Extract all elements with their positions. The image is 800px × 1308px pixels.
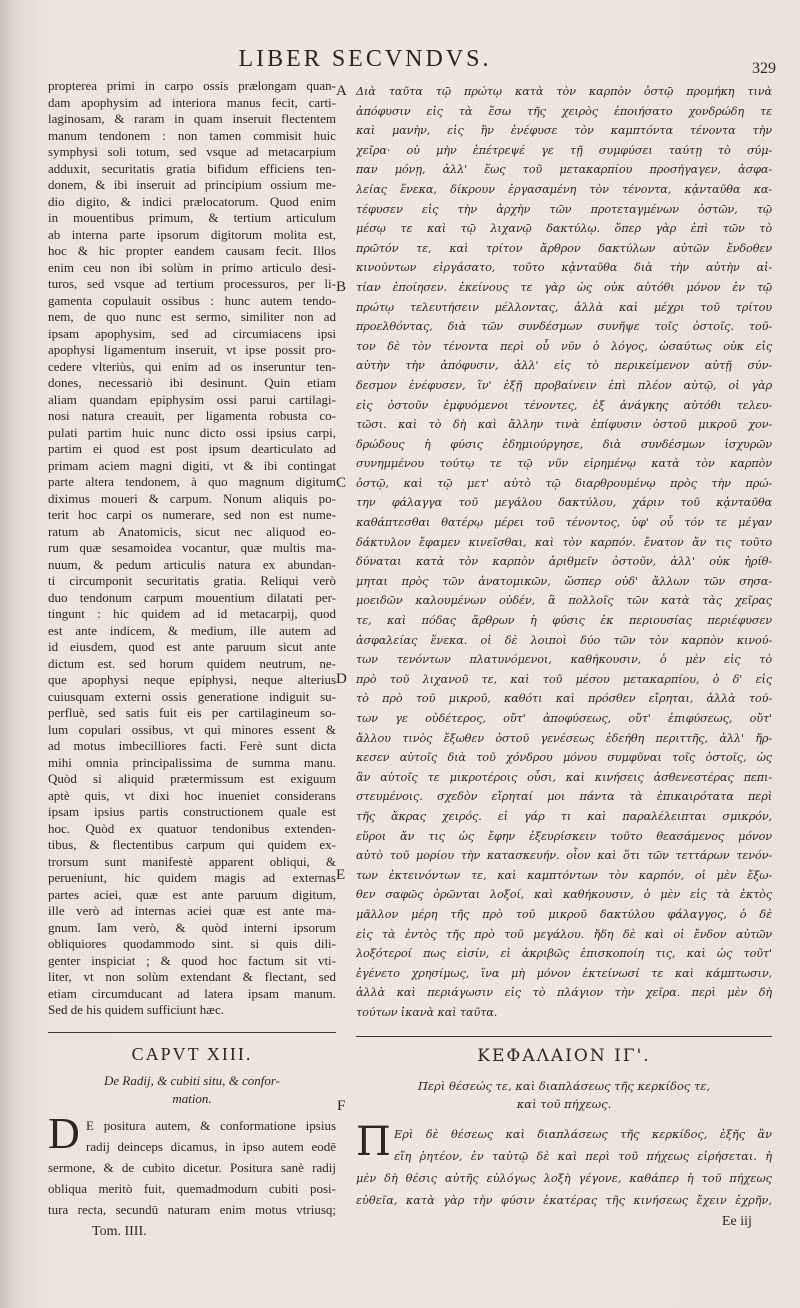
latin-column: [48, 78, 336, 1019]
latin-text-line: aptè quis, vt dixi hoc inueniet considerans: [48, 787, 336, 803]
margin-letter: C: [336, 474, 347, 491]
volume-signature: Tom. IIII.: [92, 1224, 147, 1239]
section-rule: [48, 1032, 336, 1033]
latin-text-line: genter inspiciat ; & quod hoc factum sit vti-: [48, 952, 336, 968]
greek-chapter-line: Ερὶ δὲ θέσεως καὶ διαπλάσεως τῆς κερκίδος, ἑξῆς ἂν: [394, 1128, 772, 1141]
greek-text-line: δάκτυλον ἔφαμεν κινεῖσθαι, καὶ τὸν καρπόν. ἔνατον ἄν τις τοῦτο: [356, 535, 772, 549]
latin-text-line: apophysi ligamentum inseruit, vt ipse possit pro-: [48, 342, 336, 357]
latin-text-line: partes aciei, quæ est ante paruum digitum,: [48, 886, 336, 902]
greek-text-line: των γε οὐδέτερος, οὔτ' ἀποφύσεως, οὔτ' ἐπιφύσεως, οὔτ': [356, 712, 772, 725]
greek-text-line: αὐτὸ τοῦ μορίου τὴν κατασκευήν. οἷον καὶ ὅτι τῶν τεττάρων τενόν-: [356, 849, 772, 863]
greek-text-line: τούτων ἱκανὰ καὶ ταῦτα.: [356, 1005, 498, 1019]
latin-chapter-line: E positura autem, & conformatione ipsius: [86, 1118, 336, 1133]
latin-text-line: ad motus imbecilliores facti. Ferè sunt dicta: [48, 738, 336, 753]
greek-text-line: τῶσι. καὶ τὸ δὴ καὶ ἄλλην τινὰ ἐπίφυσιν ὀστοῦ μικροῦ χον-: [356, 418, 772, 432]
latin-chapter-line: obliqua meritò fuit, quemadmodum cubiti posi-: [48, 1181, 336, 1196]
chapter-subtitle-greek: Περὶ θέσεώς τε, καὶ διαπλάσεως τῆς κερκίδος τε,: [417, 1079, 711, 1093]
greek-text-line: λοξότεροί πως εἰσίν, εἰ ἀκριβῶς ἐπισκοποίη τις, καὶ ὡς τοῦτ': [356, 947, 772, 961]
greek-text-line: των ἐκτεινόντων τε, καὶ καμπτόντων τὸν καρπόν, οἱ μὲν ἔξω-: [356, 868, 772, 882]
greek-text-line: χεῖρα· οὐ μὴν ἐπέτρεψέ γε τῇ συμφύσει ταύτῃ τὸ σύμ-: [356, 143, 772, 157]
latin-text-line: tingunt : hic quidem ad id metacarpij, quod: [48, 606, 336, 621]
latin-text-line: turos, sed vsque ad tertium processuros, per li-: [48, 276, 336, 291]
chapter-heading-latin: CAPVT XIII.: [131, 1044, 253, 1064]
greek-text-line: αὐτὴν τὴν ἀπόφυσιν, ἀλλ' εἰς τὸ περικείμενον αὐτῇ σύν-: [356, 359, 772, 373]
greek-text-line: δρώδους ἡ φύσις ἐδημιούργησε, διὰ συνδέσμων ἰσχυρῶν: [356, 437, 772, 451]
greek-text-line: μηται πρὸς τῶν ἀνατομικῶν, ὥσπερ οὐδ' ἄλλων τῶν σησα-: [356, 574, 772, 588]
greek-text-line: ὀστῷ, καὶ τῷ μετ' αὐτὸ τῷ διαρθρουμένῳ πρὸς τὴν πρώ-: [356, 476, 772, 490]
latin-text-line: dio digito, & indici prælocatorum. Quod enim: [48, 193, 336, 209]
latin-text-line: hoc. Quòd ex quatuor tendonibus extenden-: [48, 820, 336, 836]
drop-cap-greek: Π: [356, 1119, 391, 1165]
latin-text-line: ipsam apophysim, sed ad circumiacens ipsi: [48, 325, 336, 341]
latin-text-line: lum copulari ossibus, vt qui minores essent &: [48, 721, 336, 737]
latin-text-line: symphysi soli totum, sed vsque ad metacarpium: [48, 144, 336, 159]
greek-chapter-line: μὲν δὴ θέσις αὐτῆς εὐλόγως λοξὴ γέγονε, καθάπερ ἡ τοῦ πήχεως: [356, 1172, 772, 1185]
latin-text-line: obliquiores quodammodo sint. si quis dili-: [48, 936, 336, 951]
greek-text-line: την φάλαγγα τοῦ μεγάλου δακτύλου, χάριν τοῦ κᾀνταῦθα: [356, 496, 772, 510]
greek-text-line: στευμένοις. σχεδὸν εἴρηταί μοι πάντα τὰ ἐπικαιρότατα περὶ: [356, 790, 772, 804]
latin-text-line: adduxit, securitatis gratia bifidum efficiens ten-: [48, 160, 336, 176]
latin-text-line: ab interna parte ipsorum digitorum molita est,: [48, 226, 336, 242]
latin-text-line: tibus, & flectentibus carpum qui quidem ex-: [48, 837, 336, 852]
latin-text-line: etiam circumducant ad latera ipsam manum.: [48, 985, 336, 1001]
greek-text-line: δύναται κατὰ τὸν καρπὸν ἀριθμεῖν ὀστοῦν, ἀλλ' οὐκ ἠρίθ-: [356, 555, 772, 569]
latin-text-line: propterea primi in carpo ossis prælongam quan-: [48, 78, 336, 93]
latin-text-line: in mouentibus primum, & tertium articulum: [48, 210, 336, 225]
greek-chapter-line: εἴη ῥητέον, ἐν ταὐτῷ δὲ καὶ περὶ τοῦ πήχεως εἰρήσεται. ἡ: [394, 1150, 772, 1163]
latin-text-line: nuum, & pedum articulis natura ex abundan-: [48, 556, 336, 572]
gathering-signature: Ee iij: [722, 1214, 752, 1229]
latin-text-line: manum tendonem : non tamen commisit huic: [48, 127, 336, 143]
latin-text-line: partim ei quod est post ipsum dearticulato ad: [48, 441, 336, 456]
greek-text-line: λείας ἕνεκα, δίκρουν ἐργασαμένη τὸν τένοντα, κᾀνταῦθα κα-: [356, 182, 772, 196]
latin-text-line: terit hoc carpi os numerare, sed non est nume-: [48, 507, 336, 522]
chapter-subtitle-greek: καὶ τοῦ πήχεως.: [516, 1097, 612, 1111]
latin-text-line: Sed de his quidem sufficiunt hæc.: [48, 1002, 224, 1017]
section-rule: [356, 1036, 772, 1037]
greek-text-line: τῆς ἄκρας χειρός. εἰ γάρ τι καὶ παραλέλειπται σμικρόν,: [356, 809, 772, 823]
latin-text-line: aliam quandam epiphysim ossi parui cartilagi-: [48, 391, 336, 407]
chapter-heading-greek: ΚΕΦΑΛΑΙΟΝ ΙΓ'.: [477, 1046, 651, 1066]
latin-text-line: primam aciem magni digiti, vt & ibi contingat: [48, 457, 336, 473]
latin-text-line: dones, necessariò ibi desinunt. Quin etiam: [48, 375, 336, 390]
latin-text-line: ille verò ad internas aciei quæ est ante ma-: [48, 903, 336, 918]
greek-text-line: τε, καὶ πόδας ἄρθρων ἡ φύσις ἐκ περιουσίας περιέφυσεν: [356, 614, 772, 628]
latin-text-line: liter, vt non solùm extendant & flectant, sed: [48, 969, 336, 984]
greek-text-line: καὶ μανὴν, εἰς ἣν ἐνέφυσε τὸν καμπτόντα τένοντα τὴν: [356, 124, 772, 138]
latin-text-line: parte altera tendonem, à quo magnum digitum: [48, 474, 336, 489]
greek-text-line: πρώτῳ τελευτήσειν μέλλοντας, ἀλλὰ καὶ μέχρι τοῦ τρίτου: [356, 300, 772, 314]
latin-text-line: que apophysi neque epiphysi, neque alterius: [48, 672, 336, 687]
greek-text-line: προελθόντας, διὰ τῶν συνδέσμων συνῆψε τοῖς ὀστοῖς. τοῦ-: [356, 320, 772, 334]
greek-text-line: εὕροι ἄν τις ὡς ἔφην ἐξευρίσκειν τοῦτο θεασάμενος μόνον: [356, 829, 772, 843]
latin-text-line: trorsum sunt manifestè apparent obliqui, &: [48, 853, 336, 869]
latin-text-line: donem, & ibi inseruit ad principium ossium me-: [48, 177, 336, 192]
latin-text-line: cuiusquam externi ossis generatione indiguit su-: [48, 688, 336, 704]
latin-text-line: diximus moueri & carpum. Nonum aliquis po-: [48, 490, 336, 506]
greek-text-line: κεσεν αὐτοῖς διὰ τοῦ χόνδρου μόνου συμφῦναι τοῖς ὀστοῖς, ὡς: [356, 751, 772, 765]
latin-text-line: ti circumponit securitatis gratia. Reliqui verò: [48, 573, 336, 588]
greek-text-line: ἀπόφυσιν εἰς τὰ ἔσω τῆς χειρὸς ἐποιήσατο χονδρώδη τε: [356, 104, 772, 118]
latin-text-line: nem, de quo nunc est sermo, similiter non ad: [48, 309, 336, 324]
greek-text-line: των τενόντων πλατυνόμενοι, καθήκουσιν, ὁ μὲν εἰς τὸ: [356, 653, 772, 667]
latin-text-line: hoc & hic propter eandem causam fecit. Illos: [48, 243, 336, 258]
margin-letter: A: [336, 83, 347, 99]
greek-text-line: εἰς ὀστοῦν ἐμφυόμενοι τένοντες, ἐξ ἀνάγκης αὐτόθι τελευ-: [356, 398, 772, 412]
greek-text-line: μᾶλλον μέρη τῆς πρὸ τοῦ μικροῦ δακτύλου φάλαγγος, ὁ δὲ: [356, 907, 772, 921]
latin-text-line: Quòd si aliquid prætermissum est exiguum: [48, 771, 336, 786]
chapter-subtitle-latin: De Radij, & cubiti situ, & confor-: [104, 1073, 280, 1088]
greek-text-line: τον δὲ τὸν τένοντα περὶ οὗ νῦν ὁ λόγος, ὡσαύτως οὐκ εἰς: [356, 339, 772, 353]
latin-text-line: perfluè, sed satis fuit eis per cartilagineum so-: [48, 705, 336, 720]
greek-text-line: Διὰ ταῦτα τῷ πρώτῳ κατὰ τὸν καρπὸν ὀστῷ προμήκη τινὰ: [356, 85, 772, 98]
latin-text-line: pulati partim huic nunc dicto ossi ipsius carpi,: [48, 424, 336, 440]
latin-text-line: laginosam, & raram in quam inseruit flectentem: [48, 111, 336, 126]
margin-letter: F: [337, 1098, 346, 1114]
latin-text-line: est ante indicem, & medium, ille autem ad: [48, 622, 336, 638]
latin-chapter-line: tura recta, secundū naturam enim motus vtriusq;: [48, 1202, 336, 1217]
margin-letter: E: [336, 866, 346, 883]
latin-text-line: duo tendonum carpum mouentium dilatati per-: [48, 589, 336, 605]
greek-text-line: μέσῳ τε καὶ τῷ λιχανῷ δακτύλῳ. ὅπερ γὰρ ἐπὶ τῶν τὸ: [356, 222, 772, 236]
latin-text-line: nosi natura creauit, per ligamenta robusta co-: [48, 408, 336, 423]
greek-text-line: καθάπτεσθαι θατέρῳ μέρει τοῦ τένοντος, ὑφ' οὗ τόν τε μέγαν: [356, 516, 772, 530]
latin-text-line: ratum ab Anatomicis, sicut nec aliquod eo-: [48, 523, 336, 539]
latin-text-line: dictum est. sed horum quidem neutrum, ne-: [48, 655, 336, 671]
latin-text-line: gnum. Iam verò, & quòd interni ipsorum: [48, 919, 336, 935]
greek-text-line: πρῶτόν τε, καὶ τρίτον ἄρθρον δακτύλων αὐτῶν ἔνδοθεν: [356, 241, 772, 255]
greek-text-line: ἄλλου τινὸς ἔξωθεν ὀστοῦ γενέσεως ἐδεήθη περιττῆς, ἀλλ' ἤρ-: [356, 731, 772, 745]
greek-text-line: τέφυσεν εἰς τὴν ἀρχὴν τῶν προτεταγμένων ὀστῶν, τῷ: [356, 202, 772, 216]
latin-text-line: cedere vlteriùs, qui enim ad os inseruntur ten-: [48, 358, 336, 374]
latin-text-line: ipsam ipsius partis constructionem quale est: [48, 804, 336, 819]
greek-text-line: τὸ πρὸ τοῦ μικροῦ, καθότι καὶ πρόσθεν εἴρηται, ἀλλὰ τού-: [356, 692, 772, 706]
greek-text-line: ἂν αὐτοῖς τε μικροτέροις οὖσι, καὶ κινήσεις ἀσθενεστέρας πεπι-: [356, 770, 772, 784]
greek-text-line: δεσμον ἐνέφυσεν, ἵν' ἐξῇ προβαίνειν ἐπὶ πλέον αὐτῷ, οἱ γὰρ: [356, 378, 772, 392]
latin-text-line: enim ceu non ibi solùm in primo articulo desi-: [48, 259, 336, 275]
latin-text-line: id eiusdem, quod est ante paruum sicut ante: [48, 639, 336, 654]
margin-letter: D: [336, 670, 347, 687]
greek-text-line: ἀσφαλείας ἕνεκα. οἱ δὲ λοιποὶ δύο τῶν τὸν καρπὸν κινού-: [356, 633, 772, 647]
greek-text-line: τίαν ἐποίησεν. ἐκείνους τε γὰρ ὡς οὐκ αὐτόθι μόνον ἐν τῷ: [356, 280, 772, 294]
latin-chapter-line: sermone, & de cubito dicetur. Positura sanè radij: [48, 1160, 336, 1175]
latin-text-line: gamenta copulauit ossibus : hunc autem tendo-: [48, 292, 336, 308]
latin-text-line: perueniunt, hic quidem magis ad externas: [48, 870, 336, 885]
chapter-subtitle-latin: mation.: [172, 1091, 212, 1106]
greek-text-line: εἰς τὰ ἐντὸς τῆς πρὸ τοῦ μεγάλου. ἤδη δὲ καὶ οἱ ἔνδον αὐτῶν: [356, 927, 772, 941]
latin-text-line: rum quæ sesamoidea vocantur, quæ multis ma-: [48, 540, 336, 555]
greek-text-line: μοειδῶν καλουμένων οὐδέν, ἃ πολλοῖς τῶν κατὰ τὰς χεῖρας: [356, 594, 772, 608]
greek-text-line: παν μόνῃ, ἀλλ' ἕως τοῦ μετακαρπίου προσήγαγεν, ἀσφα-: [356, 163, 772, 177]
drop-cap-latin: D: [48, 1109, 80, 1158]
greek-text-line: ἐγένετο χρησίμως, ἵνα μὴ μόνον ἐκτείνωσί τε καὶ κάμπτωσιν,: [356, 966, 772, 980]
page-number: 329: [752, 60, 776, 77]
latin-chapter-line: radij deinceps dicamus, in ipso autem eodē: [86, 1139, 336, 1154]
greek-text-line: θεν σαφῶς ὁρῶνται λοξοί, καὶ καθήκουσιν, ὁ μὲν εἰς τὰ ἐκτὸς: [356, 888, 772, 902]
running-title: LIBER SECVNDVS.: [238, 46, 492, 72]
greek-chapter-line: εὐθεῖα, κατὰ γὰρ τὴν φύσιν ἑκατέρας τῆς κινήσεως ἔχειν ἐχρῆν,: [356, 1194, 772, 1207]
latin-text-line: mihi omnia principalissima de summa manu.: [48, 754, 336, 770]
greek-text-line: κινούντων εἰργάσατο, τοῦτο κᾀνταῦθα διὰ τὴν αὐτὴν αἰ-: [356, 261, 772, 275]
greek-text-line: συνημμένου τούτῳ τε τῷ νῦν εἰρημένῳ κατὰ τὸν καρπὸν: [356, 457, 772, 471]
greek-column: [336, 82, 772, 1023]
latin-text-line: dam apophysim ad interiora manus fecit, carti-: [48, 94, 336, 110]
greek-text-line: πρὸ τοῦ λιχανοῦ τε, καὶ τοῦ μέσου μετακαρπίου, ὁ δ' εἰς: [356, 672, 772, 686]
margin-letter: B: [336, 278, 347, 295]
greek-text-line: ἀλλὰ καὶ περιάγωσιν εἰς τὸ πλάγιον τὴν χεῖρα. περὶ μὲν δὴ: [356, 986, 772, 1000]
